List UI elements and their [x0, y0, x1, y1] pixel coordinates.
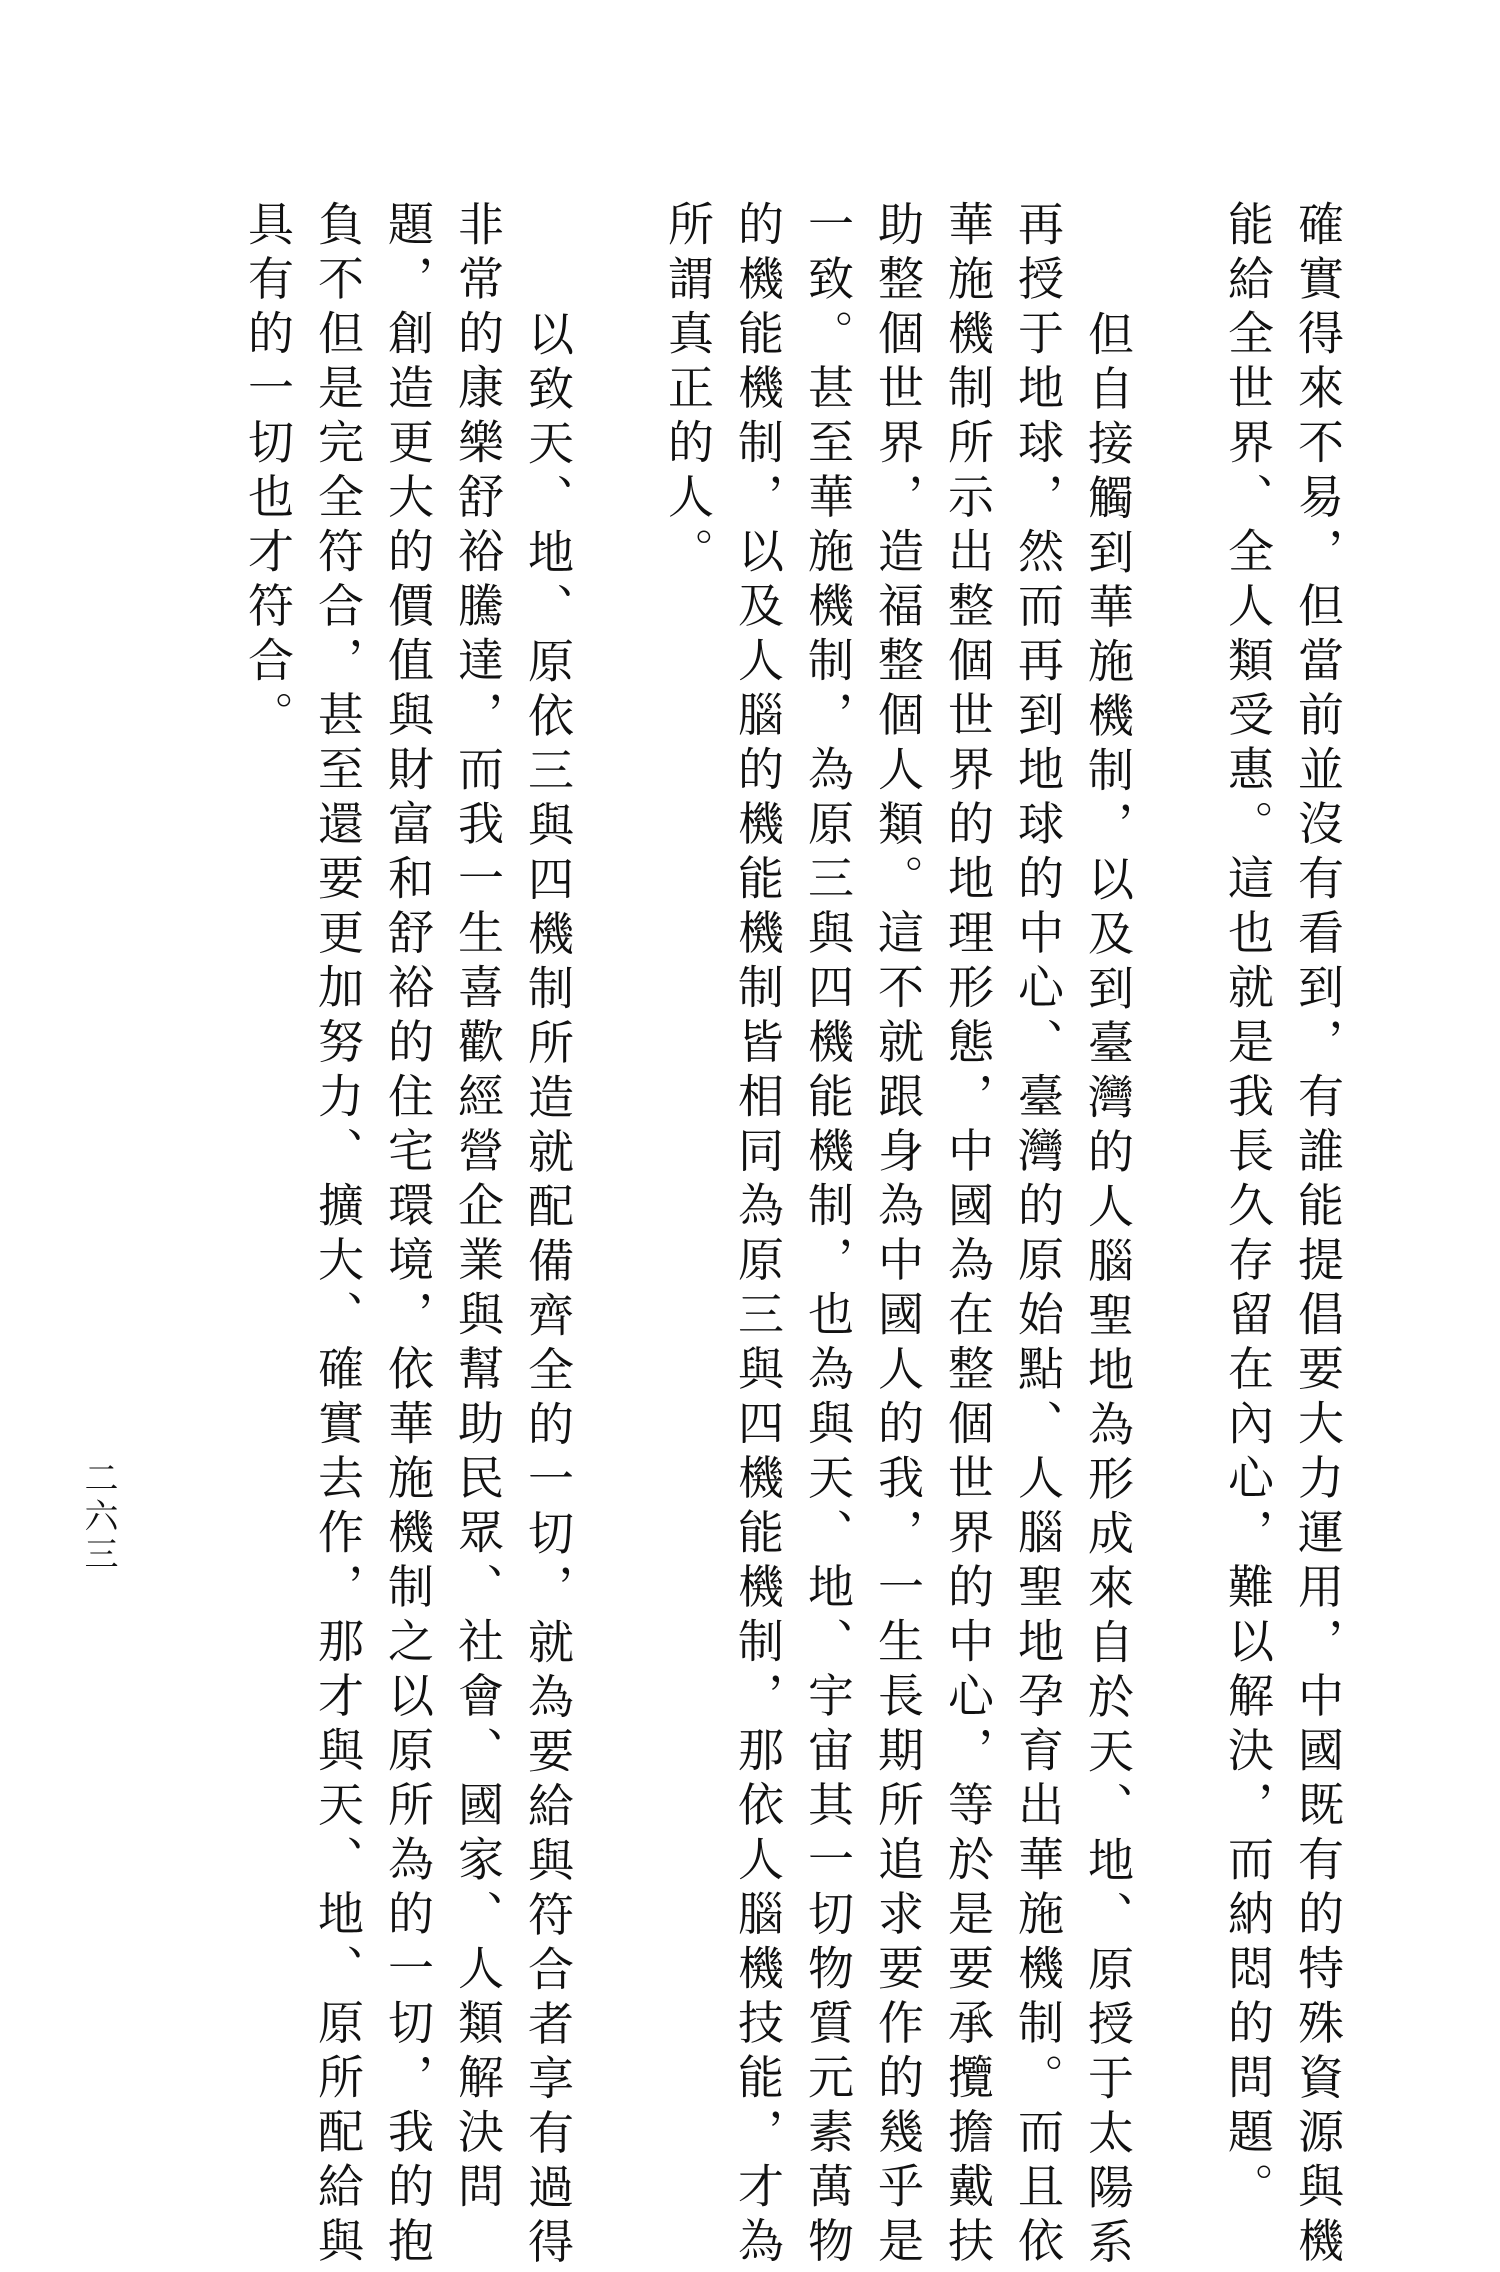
text-column-9: 所謂真正的人。: [661, 200, 715, 582]
text-column-4: 再授于地球，然而再到地球的中心、臺灣的原始點、人腦聖地孕育出華施機制。而且依: [1011, 200, 1065, 2271]
text-column-14: 具有的一切也才符合。: [241, 200, 295, 745]
text-column-8: 的機能機制，以及人腦的機能機制皆相同為原三與四機能機制，那依人腦機技能，才為: [731, 200, 785, 2271]
text-column-6: 助整個世界，造福整個人類。這不就跟身為中國人的我，一生長期所追求要作的幾乎是: [871, 200, 925, 2271]
text-column-1: 確實得來不易，但當前並沒有看到，有誰能提倡要大力運用，中國既有的特殊資源與機: [1291, 200, 1345, 2271]
text-column-10: 以致天、地、原依三與四機制所造就配備齊全的一切，就為要給與符合者享有過得: [521, 310, 575, 2272]
text-column-3: 但自接觸到華施機制，以及到臺灣的人腦聖地為形成來自於天、地、原授于太陽系: [1081, 310, 1135, 2272]
text-column-11: 非常的康樂舒裕騰達，而我一生喜歡經營企業與幫助民眾、社會、國家、人類解決問: [451, 200, 505, 2217]
text-column-13: 負不但是完全符合，甚至還要更加努力、擴大、確實去作，那才與天、地、原所配給與: [311, 200, 365, 2271]
text-column-12: 題，創造更大的價值與財富和舒裕的住宅環境，依華施機制之以原所為的一切，我的抱: [381, 200, 435, 2271]
text-column-2: 能給全世界、全人類受惠。這也就是我長久存留在內心，難以解決，而納悶的問題。: [1221, 200, 1275, 2217]
text-column-7: 一致。甚至華施機制，為原三與四機能機制，也為與天、地、宇宙其一切物質元素萬物: [801, 200, 855, 2271]
page-number: 二六三: [78, 1460, 118, 1574]
text-column-5: 華施機制所示出整個世界的地理形態，中國為在整個世界的中心，等於是要承攬擔戴扶: [941, 200, 995, 2271]
